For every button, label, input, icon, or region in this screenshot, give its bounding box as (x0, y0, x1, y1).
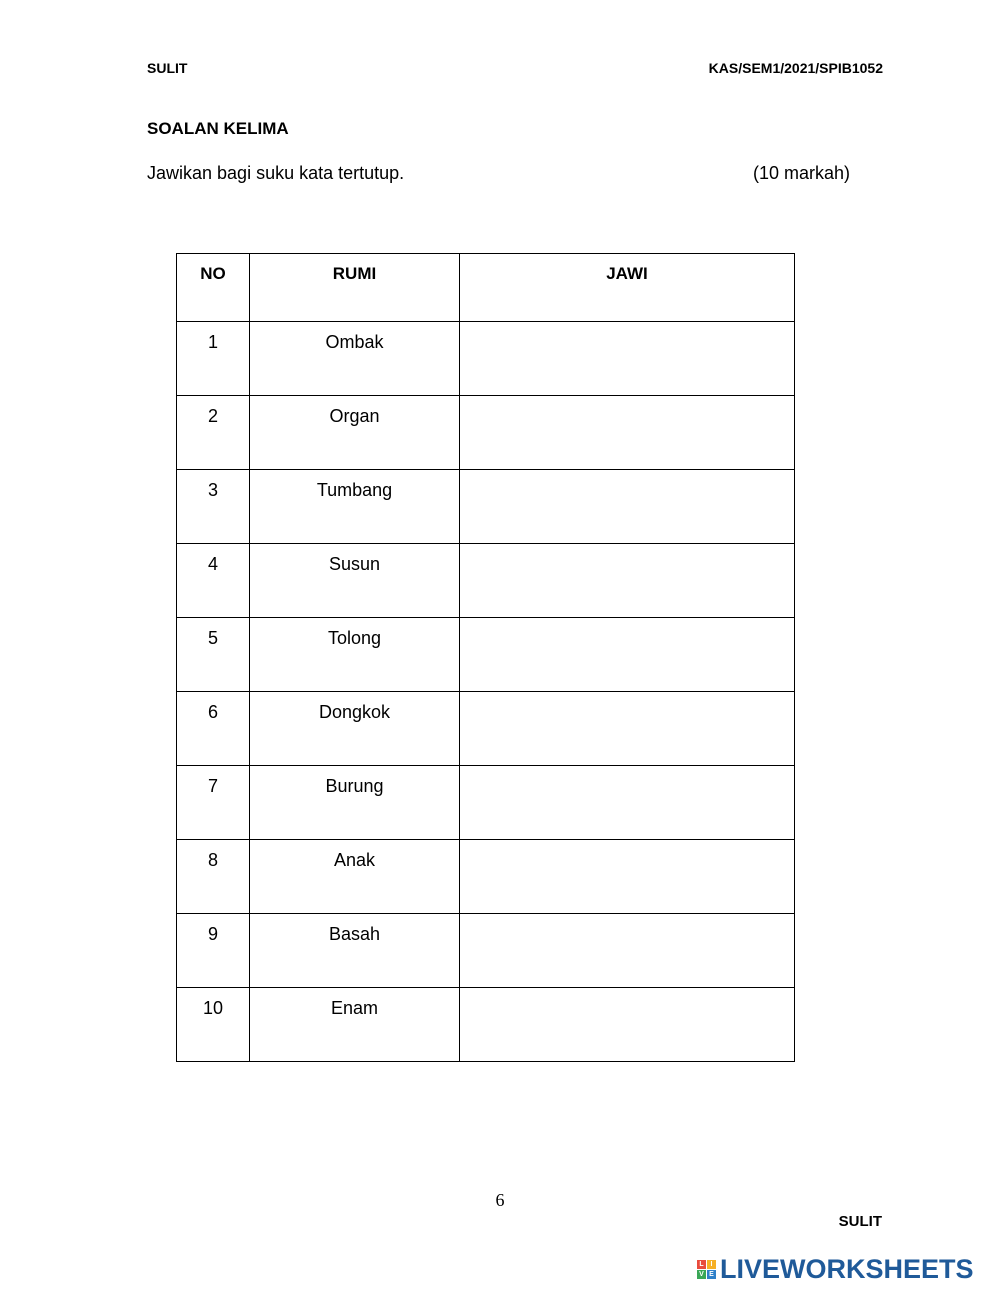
jawi-answer-cell[interactable] (460, 470, 795, 544)
rumi-word-cell: Tumbang (250, 470, 460, 544)
logo-letter-e: E (707, 1270, 716, 1279)
rumi-word-cell: Susun (250, 544, 460, 618)
table-row (177, 544, 795, 618)
jawi-answer-cell[interactable] (460, 692, 795, 766)
row-number-cell: 10 (177, 988, 250, 1062)
header-confidential-label: SULIT (147, 60, 188, 76)
logo-letter-v: V (697, 1270, 706, 1279)
rumi-word-cell: Anak (250, 840, 460, 914)
rumi-word-cell: Basah (250, 914, 460, 988)
rumi-word-cell: Dongkok (250, 692, 460, 766)
table-row (177, 692, 795, 766)
jawi-answer-cell[interactable] (460, 396, 795, 470)
column-header-no: NO (177, 254, 250, 322)
row-number-cell: 7 (177, 766, 250, 840)
jawi-answer-cell[interactable] (460, 840, 795, 914)
answer-table (176, 253, 795, 1062)
table-header-row (177, 254, 795, 322)
rumi-word-cell: Burung (250, 766, 460, 840)
row-number-cell: 6 (177, 692, 250, 766)
table-row (177, 322, 795, 396)
jawi-answer-cell[interactable] (460, 988, 795, 1062)
row-number-cell: 5 (177, 618, 250, 692)
page-number: 6 (495, 1190, 505, 1210)
header-document-code: KAS/SEM1/2021/SPIB1052 (708, 60, 883, 76)
table-row (177, 988, 795, 1062)
question-marks: (10 markah) (752, 163, 850, 183)
row-number-cell: 2 (177, 396, 250, 470)
jawi-answer-cell[interactable] (460, 914, 795, 988)
rumi-word-cell: Organ (250, 396, 460, 470)
rumi-word-cell: Tolong (250, 618, 460, 692)
row-number-cell: 3 (177, 470, 250, 544)
logo-letter-i: I (707, 1260, 716, 1269)
table-row (177, 914, 795, 988)
jawi-answer-cell[interactable] (460, 766, 795, 840)
row-number-cell: 8 (177, 840, 250, 914)
row-number-cell: 9 (177, 914, 250, 988)
row-number-cell: 4 (177, 544, 250, 618)
liveworksheets-logo-text: LIVEWORKSHEETS (720, 1253, 974, 1284)
row-number-cell: 1 (177, 322, 250, 396)
table-row (177, 766, 795, 840)
rumi-word-cell: Ombak (250, 322, 460, 396)
logo-letter-l: L (697, 1260, 706, 1269)
table-row (177, 840, 795, 914)
footer-confidential-label: SULIT (838, 1213, 882, 1230)
question-instruction: Jawikan bagi suku kata tertutup. (147, 163, 405, 183)
section-title: SOALAN KELIMA (147, 119, 289, 138)
jawi-answer-cell[interactable] (460, 618, 795, 692)
table-row (177, 396, 795, 470)
rumi-word-cell: Enam (250, 988, 460, 1062)
table-row (177, 470, 795, 544)
column-header-rumi: RUMI (250, 254, 460, 322)
column-header-jawi: JAWI (460, 254, 795, 322)
jawi-answer-cell[interactable] (460, 544, 795, 618)
table-row (177, 618, 795, 692)
liveworksheets-logo[interactable] (697, 1252, 974, 1286)
jawi-answer-cell[interactable] (460, 322, 795, 396)
liveworksheets-logo-icon (697, 1260, 716, 1279)
